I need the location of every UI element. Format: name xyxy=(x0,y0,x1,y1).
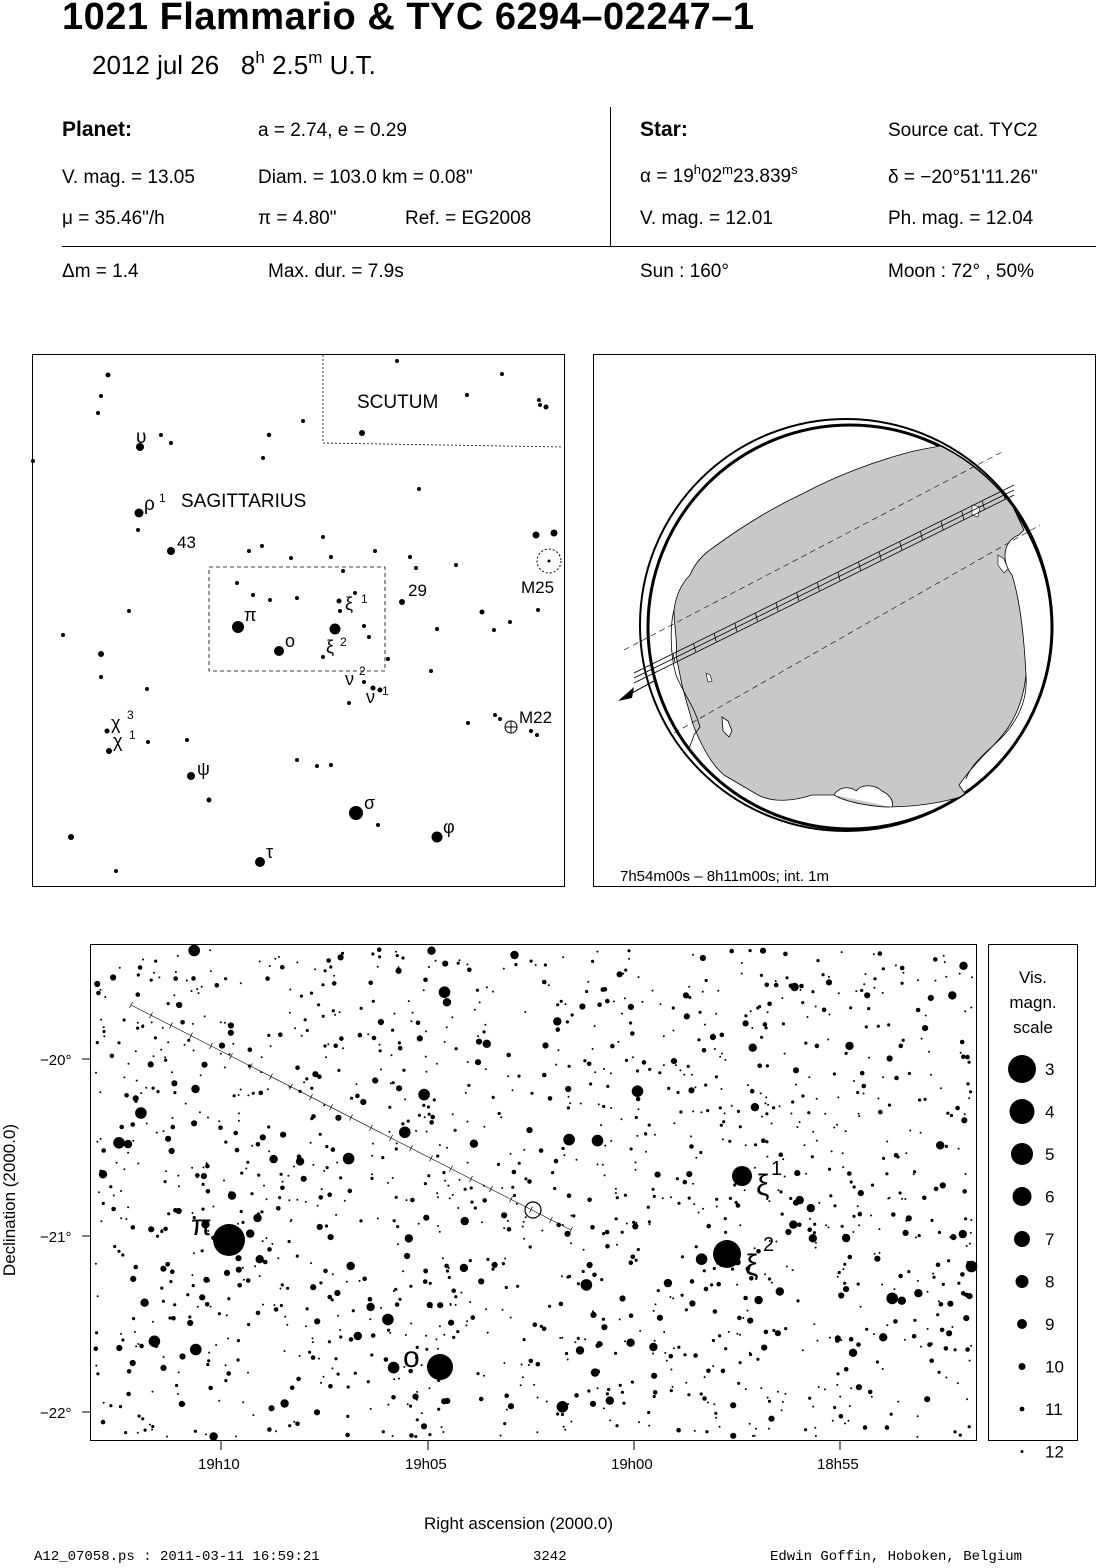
star-ra xyxy=(640,162,798,188)
finder-star xyxy=(146,740,150,744)
finder-star xyxy=(135,509,144,518)
legend-mag-label: 4 xyxy=(1045,1102,1055,1122)
event-date: 2012 jul 26 xyxy=(92,50,220,80)
chart-label-xi1: ξ xyxy=(756,1169,770,1202)
finder-star xyxy=(105,729,110,734)
finder-star xyxy=(349,806,363,820)
finder-star xyxy=(347,701,351,705)
star-heading: Star: xyxy=(640,118,688,141)
star-source: Source cat. TYC2 xyxy=(888,120,1038,141)
finder-star xyxy=(544,405,549,410)
ytick-label-21: −21° xyxy=(40,1229,72,1246)
finder-star xyxy=(255,857,265,867)
finder-star xyxy=(61,633,65,637)
legend-dot xyxy=(1010,1099,1035,1124)
finder-star xyxy=(498,717,502,721)
finder-star xyxy=(329,763,333,767)
finder-chart-svg xyxy=(33,355,563,885)
label-43: 43 xyxy=(177,533,196,552)
minute-unit: m xyxy=(308,48,323,67)
finder-star xyxy=(31,459,35,463)
finder-star xyxy=(551,530,558,537)
finder-star xyxy=(260,544,264,548)
legend-dot xyxy=(1013,1187,1032,1206)
star-dec: δ = −20°51'11.26" xyxy=(888,167,1038,188)
constellation-scutum: SCUTUM xyxy=(357,392,439,413)
chart-label-pi: π xyxy=(191,1209,212,1242)
finder-star xyxy=(68,834,74,840)
finder-star xyxy=(106,373,111,378)
finder-star xyxy=(274,646,284,656)
footer-file: A12_07058.ps : 2011-03-11 16:59:21 xyxy=(34,1549,320,1565)
finder-star xyxy=(295,758,299,762)
finder-star xyxy=(99,675,103,679)
planet-orbit: a = 2.74, e = 0.29 xyxy=(258,120,407,141)
label-xi2: ξ xyxy=(326,637,335,657)
finder-star xyxy=(362,680,366,684)
label-omicron: o xyxy=(285,631,296,651)
constellation-sagittarius: SAGITTARIUS xyxy=(181,491,307,512)
finder-star xyxy=(429,669,433,673)
star-vmag: V. mag. = 12.01 xyxy=(640,208,773,229)
page-title: 1021 Flammario & TYC 6294–02247–1 xyxy=(62,0,755,38)
x-axis-label: Right ascension (2000.0) xyxy=(424,1514,614,1533)
legend-dot xyxy=(1016,1275,1029,1288)
delta-mag: Δm = 1.4 xyxy=(62,261,139,282)
legend-title-line2: magn. xyxy=(1009,993,1057,1012)
planet-ref: Ref. = EG2008 xyxy=(405,208,532,229)
finder-star xyxy=(395,359,399,363)
ra-seconds: 23.839 xyxy=(733,166,792,187)
xtick-label-1900: 19h00 xyxy=(611,1456,653,1473)
finder-star xyxy=(207,798,212,803)
finder-star xyxy=(367,635,371,639)
open-cluster-center xyxy=(548,560,551,563)
legend-title-line3: scale xyxy=(1013,1018,1053,1037)
label-chi3-index: 3 xyxy=(127,708,134,722)
finder-star xyxy=(337,599,342,604)
ra-h-unit: h xyxy=(693,162,702,177)
ra-prefix: α = 19 xyxy=(640,166,694,187)
finder-star xyxy=(187,772,195,780)
legend-dot xyxy=(1020,1407,1025,1412)
finder-star xyxy=(268,598,272,602)
footer-number: 3242 xyxy=(533,1549,567,1565)
finder-star xyxy=(98,651,104,657)
object-m22: M22 xyxy=(519,708,553,727)
finder-star xyxy=(261,456,265,460)
finder-star xyxy=(341,569,345,573)
legend-mag-label: 6 xyxy=(1045,1187,1055,1207)
finder-star xyxy=(232,621,244,633)
footer-author: Edwin Goffin, Hoboken, Belgium xyxy=(770,1549,1023,1565)
finder-star xyxy=(136,528,140,532)
finder-star xyxy=(185,738,189,742)
chart-axes xyxy=(0,944,1096,1484)
planet-diameter: Diam. = 103.0 km = 0.08" xyxy=(258,167,473,188)
chart-label-xi1-index: 1 xyxy=(771,1158,783,1180)
finder-star xyxy=(538,403,542,407)
finder-star xyxy=(466,721,470,725)
finder-star xyxy=(289,556,293,560)
legend-dot xyxy=(1014,1231,1030,1247)
legend-mag-label: 7 xyxy=(1045,1230,1055,1249)
legend-mag-label: 9 xyxy=(1045,1315,1055,1334)
globe-caption: 7h54m00s – 8h11m00s; int. 1m xyxy=(620,868,830,885)
label-upsilon: υ xyxy=(136,427,147,448)
finder-star xyxy=(376,823,380,827)
planet-heading: Planet: xyxy=(62,118,133,141)
finder-star xyxy=(353,591,357,595)
finder-star xyxy=(535,733,539,737)
direction-arrow-icon xyxy=(618,687,634,701)
label-phi: φ xyxy=(443,817,455,837)
label-nu1-index: 1 xyxy=(382,684,389,698)
finder-star xyxy=(301,419,305,423)
header-divider-vertical xyxy=(610,107,611,247)
star-phmag: Ph. mag. = 12.04 xyxy=(888,208,1034,229)
finder-star xyxy=(465,393,469,397)
planet-parallax: π = 4.80" xyxy=(258,208,337,229)
label-29: 29 xyxy=(408,581,427,600)
y-axis-label: Declination (2000.0) xyxy=(0,1123,19,1277)
magnitude-legend xyxy=(988,944,1078,1462)
legend-dots xyxy=(989,945,1077,1462)
finder-star xyxy=(167,547,175,555)
ra-m-unit: m xyxy=(722,162,733,177)
finder-star xyxy=(454,563,458,567)
planet-motion: μ = 35.46"/h xyxy=(62,208,165,229)
legend-dot xyxy=(1017,1319,1027,1329)
finder-star xyxy=(267,433,271,437)
finder-star xyxy=(362,624,366,628)
finder-star xyxy=(145,687,149,691)
legend-mag-label: 5 xyxy=(1045,1145,1055,1164)
label-chi1-index: 1 xyxy=(129,728,136,742)
finder-star xyxy=(321,535,325,539)
xtick-label-1855: 18h55 xyxy=(817,1456,859,1473)
time-suffix: U.T. xyxy=(329,50,376,80)
chart-label-xi2: ξ xyxy=(745,1249,759,1282)
label-chi1: χ xyxy=(113,731,123,751)
label-nu2: ν xyxy=(345,669,354,689)
finder-star xyxy=(493,713,497,717)
finder-star xyxy=(432,832,443,843)
finder-star xyxy=(500,372,504,376)
ra-s-unit: s xyxy=(791,162,798,177)
legend-dot xyxy=(1008,1055,1036,1083)
label-pi: π xyxy=(244,605,257,625)
planet-vmag: V. mag. = 13.05 xyxy=(62,167,195,188)
finder-star xyxy=(329,555,333,559)
finder-star xyxy=(127,609,131,613)
label-sigma: σ xyxy=(364,793,376,813)
legend-mag-label: 8 xyxy=(1045,1272,1055,1292)
finder-stars xyxy=(31,359,558,873)
event-minute: 2.5 xyxy=(272,50,309,80)
legend-dot xyxy=(1011,1143,1033,1165)
finder-star xyxy=(169,441,173,445)
ytick-label-22: −22° xyxy=(40,1405,72,1422)
xtick-label-1910: 19h10 xyxy=(198,1456,240,1473)
object-m25: M25 xyxy=(521,578,555,597)
legend-mag-label: 3 xyxy=(1045,1060,1055,1079)
finder-star xyxy=(247,549,251,553)
legend-title-line1: Vis. xyxy=(1018,968,1048,987)
legend-mag-label: 10 xyxy=(1045,1357,1064,1377)
finder-star xyxy=(537,398,541,402)
finder-star xyxy=(435,627,439,631)
finder-star xyxy=(414,566,418,570)
finder-chart xyxy=(32,354,565,887)
finder-star xyxy=(386,657,390,661)
event-datetime xyxy=(92,48,376,81)
finder-star xyxy=(315,764,319,768)
finder-star xyxy=(321,655,325,659)
sun-elongation: Sun : 160° xyxy=(640,261,729,282)
label-xi1: ξ xyxy=(345,594,354,614)
finder-star xyxy=(114,869,118,873)
finder-star xyxy=(417,487,421,491)
chart-label-xi2-index: 2 xyxy=(763,1234,775,1256)
ytick-label-20: −20° xyxy=(40,1052,72,1069)
finder-star xyxy=(536,608,540,612)
finder-star xyxy=(96,411,100,415)
finder-star xyxy=(99,394,103,398)
label-xi2-index: 2 xyxy=(340,635,347,649)
finder-star xyxy=(295,596,299,600)
legend-mag-label: 11 xyxy=(1045,1400,1063,1419)
label-nu2-index: 2 xyxy=(359,664,366,678)
globe-panel xyxy=(593,354,1096,887)
moon-info: Moon : 72° , 50% xyxy=(888,261,1034,282)
label-rho: ρ xyxy=(144,494,155,515)
finder-star xyxy=(373,549,377,553)
label-chi3: χ xyxy=(111,713,121,733)
finder-star xyxy=(480,610,485,615)
label-rho-index: 1 xyxy=(159,491,166,505)
hour-unit: h xyxy=(255,48,265,67)
event-hour: 8 xyxy=(240,50,256,80)
finder-star xyxy=(508,620,512,624)
finder-star xyxy=(492,628,496,632)
xtick-label-1905: 19h05 xyxy=(405,1456,447,1473)
finder-star xyxy=(338,609,342,613)
finder-star xyxy=(330,624,341,635)
label-tau: τ xyxy=(266,842,274,862)
legend-dot xyxy=(1021,1450,1024,1453)
label-xi1-index: 1 xyxy=(361,592,368,606)
chart-label-omicron: o xyxy=(403,1341,420,1374)
ra-minutes: 02 xyxy=(701,166,723,187)
legend-dot xyxy=(1019,1363,1026,1370)
finder-star xyxy=(106,748,112,754)
label-psi: ψ xyxy=(197,759,210,779)
header-divider-horizontal xyxy=(62,246,1096,247)
finder-star xyxy=(235,581,239,585)
finder-star xyxy=(533,532,540,539)
finder-star xyxy=(251,593,255,597)
finder-star xyxy=(408,555,412,559)
globe-svg xyxy=(594,355,1094,885)
finder-star xyxy=(529,729,533,733)
finder-star xyxy=(399,599,405,605)
finder-star xyxy=(159,433,163,437)
label-nu1: ν xyxy=(366,687,375,707)
finder-star xyxy=(359,430,365,436)
legend-mag-label: 12 xyxy=(1045,1442,1064,1462)
max-duration: Max. dur. = 7.9s xyxy=(268,261,404,282)
